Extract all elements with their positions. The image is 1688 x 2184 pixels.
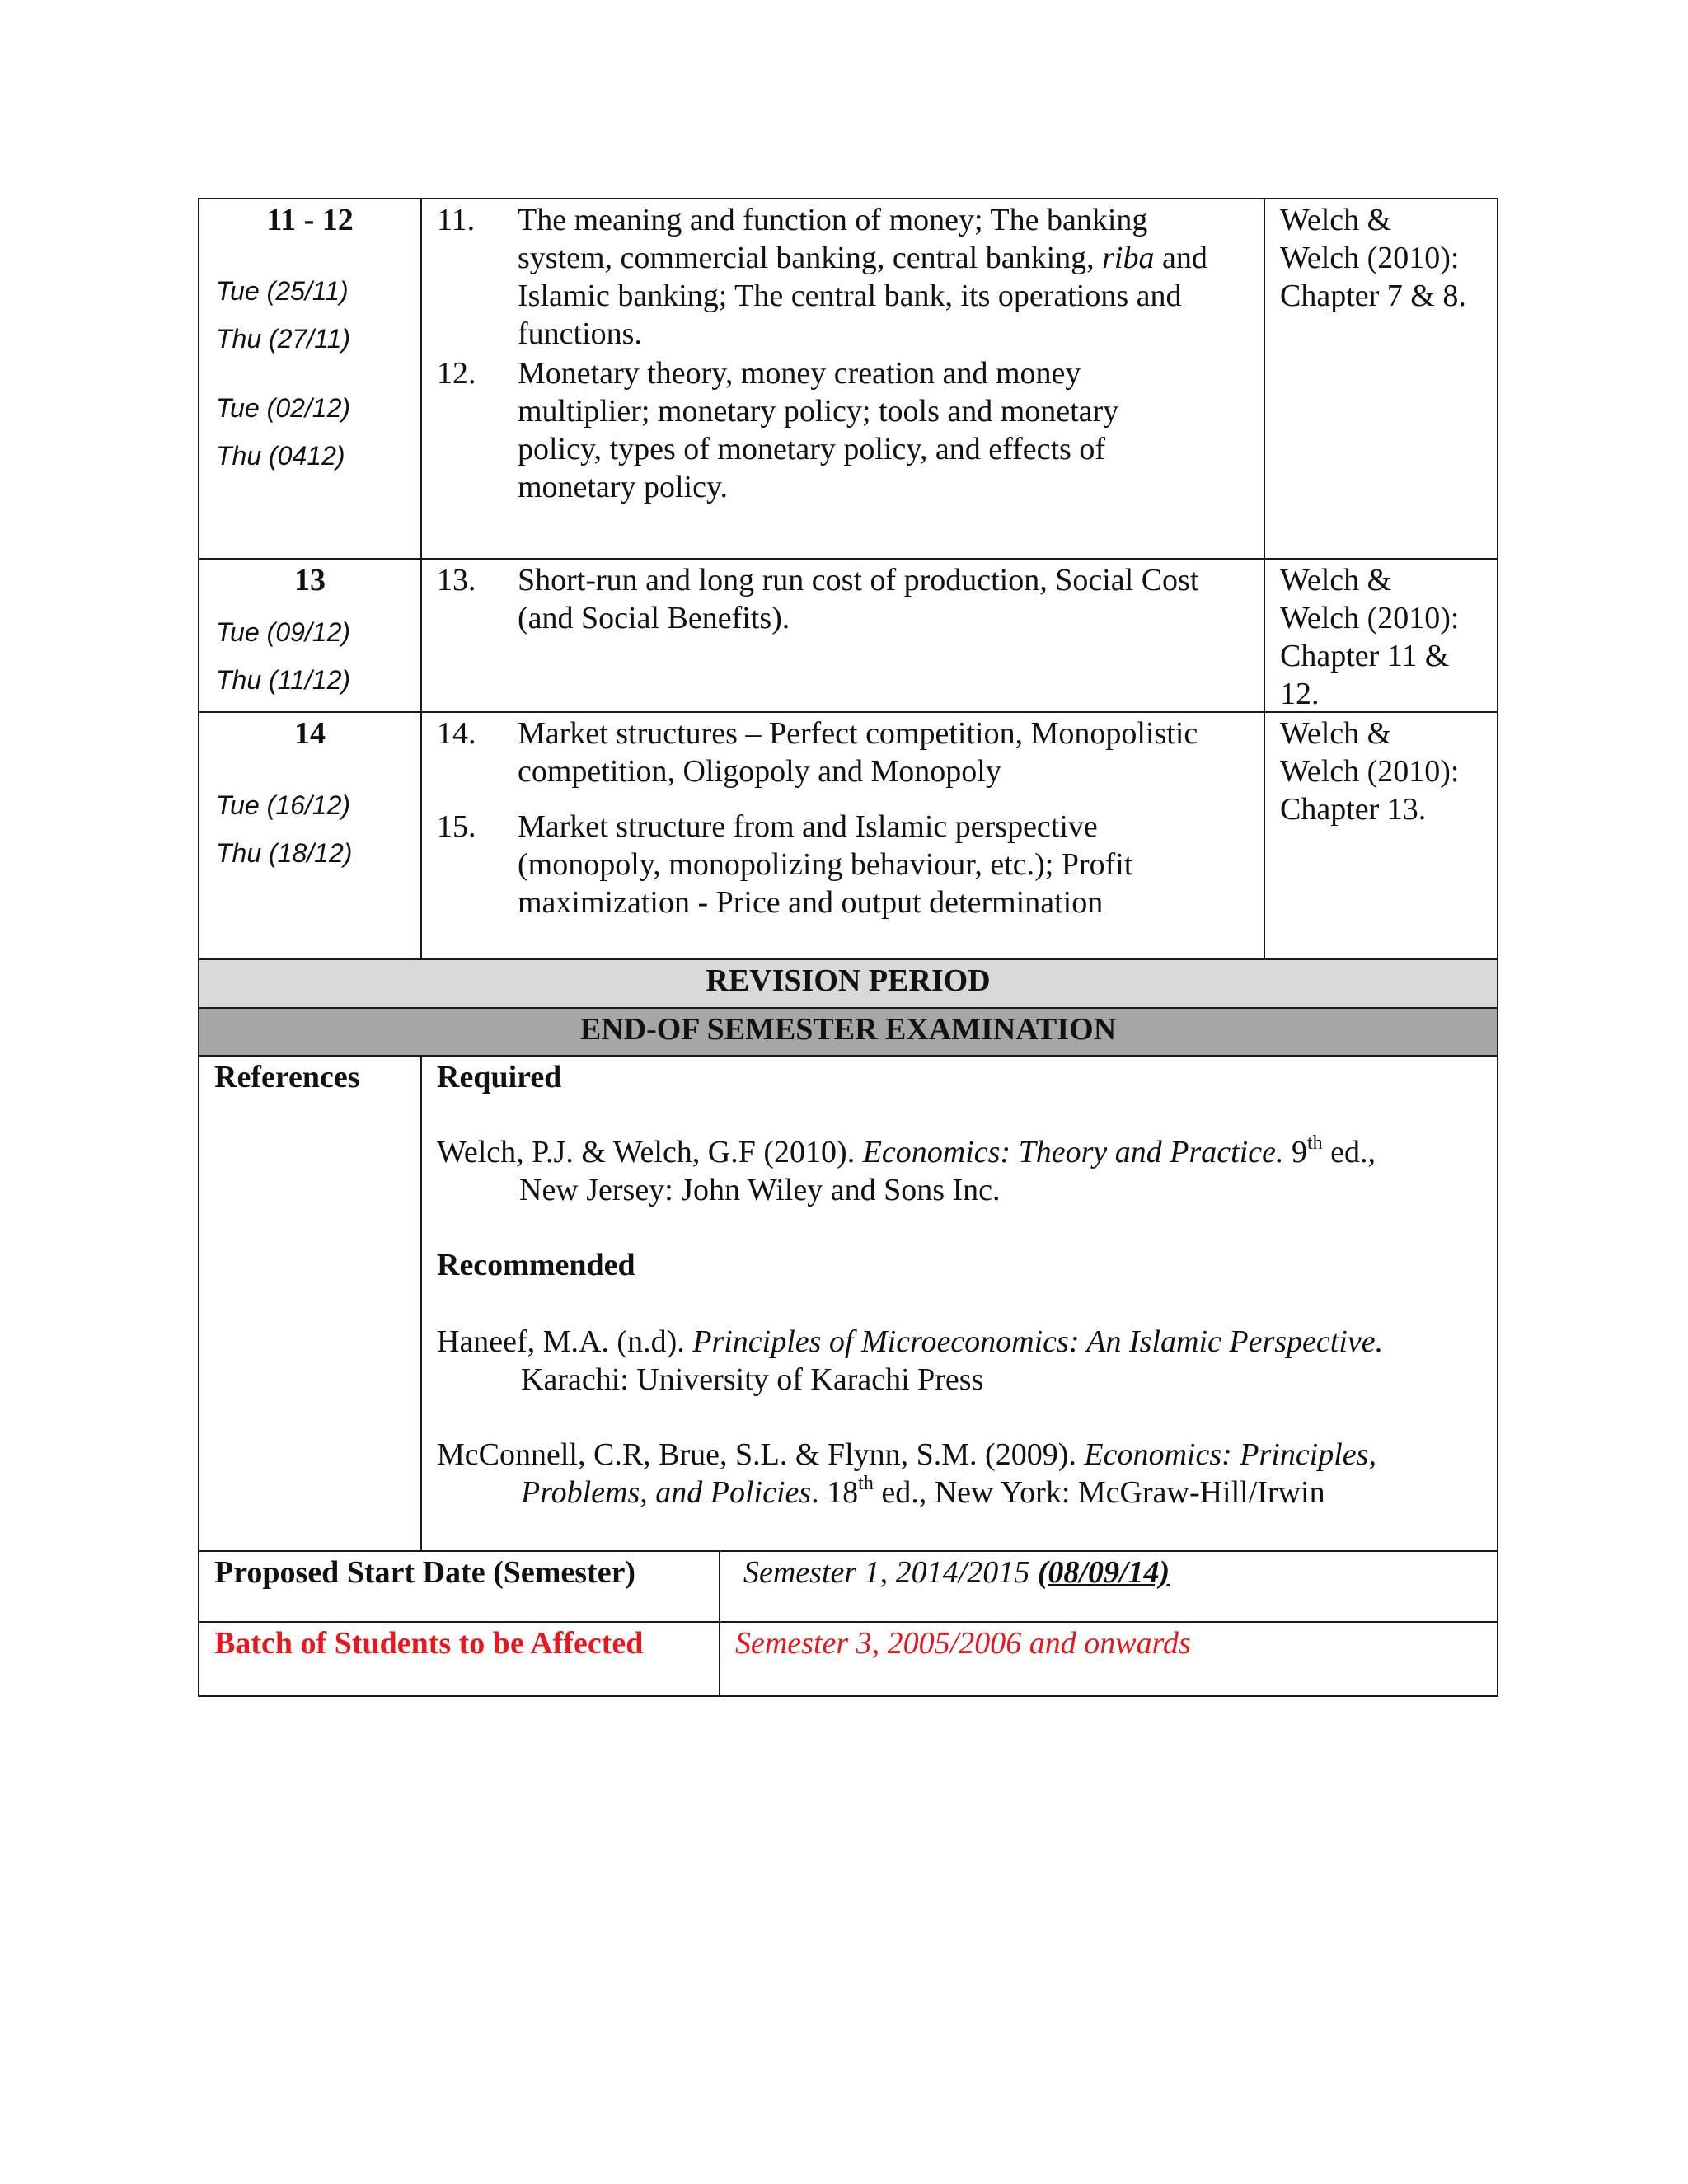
reference-title: Principles of Microeconomics: An Islamic Perspective. bbox=[692, 1324, 1384, 1359]
table-border bbox=[198, 1550, 1498, 1552]
batch-value: Semester 3, 2005/2006 and onwards bbox=[735, 1626, 1191, 1661]
topic-line-text: system, commercial banking, central banking, bbox=[518, 241, 1095, 275]
session-date: Thu (11/12) bbox=[216, 665, 351, 695]
required-heading: Required bbox=[437, 1060, 562, 1094]
table-border bbox=[198, 198, 1498, 199]
topic-number: 11. bbox=[437, 203, 476, 237]
recommended-heading: Recommended bbox=[437, 1248, 635, 1282]
session-date: Tue (16/12) bbox=[216, 790, 351, 820]
reading-line: Welch (2010): bbox=[1280, 601, 1460, 635]
revision-period-heading: REVISION PERIOD bbox=[706, 963, 991, 998]
session-date: Tue (25/11) bbox=[216, 276, 349, 306]
session-date: Tue (09/12) bbox=[216, 617, 351, 647]
table-border bbox=[719, 1550, 720, 1696]
topic-line: The meaning and function of money; The banking bbox=[518, 203, 1148, 237]
reading-line: Chapter 13. bbox=[1280, 792, 1427, 827]
session-date: Thu (27/11) bbox=[216, 324, 351, 354]
topic-line: Market structures – Perfect competition, Monopolistic bbox=[518, 716, 1198, 751]
session-date: Thu (0412) bbox=[216, 441, 345, 471]
week-label: 11 - 12 bbox=[266, 203, 354, 237]
week-label: 14 bbox=[294, 716, 326, 751]
topic-line: Monetary theory, money creation and money bbox=[518, 356, 1081, 391]
reference-authors: Welch, P.J. & Welch, G.F (2010). bbox=[437, 1135, 856, 1169]
exam-heading: END-OF SEMESTER EXAMINATION bbox=[579, 1012, 1117, 1047]
table-border bbox=[420, 198, 422, 959]
table-border bbox=[198, 198, 199, 1697]
topic-line: Islamic banking; The central bank, its operations and bbox=[518, 279, 1182, 313]
session-date: Thu (18/12) bbox=[216, 838, 353, 868]
reference-title: Problems, and Policies bbox=[521, 1475, 812, 1510]
topic-line: maximization - Price and output determination bbox=[518, 885, 1104, 920]
reading-line: Chapter 11 & bbox=[1280, 639, 1450, 673]
reference-entry bbox=[437, 1436, 1376, 1474]
batch-label: Batch of Students to be Affected bbox=[214, 1626, 644, 1661]
week-label: 13 bbox=[294, 563, 326, 598]
proposed-start-label: Proposed Start Date (Semester) bbox=[214, 1555, 636, 1590]
table-border bbox=[1497, 198, 1498, 1697]
reading-line: Welch (2010): bbox=[1280, 754, 1460, 789]
reference-title: Economics: Principles, bbox=[1084, 1437, 1376, 1472]
topic-line: policy, types of monetary policy, and effects of bbox=[518, 432, 1105, 466]
reading-line: Welch (2010): bbox=[1280, 241, 1460, 275]
reading-line: Welch & bbox=[1280, 203, 1392, 237]
topic-line-text: and bbox=[1161, 241, 1207, 275]
reference-entry bbox=[437, 1323, 1383, 1361]
reference-edition: . 18 bbox=[811, 1475, 859, 1510]
reading-line: Welch & bbox=[1280, 716, 1392, 751]
topic-line-italic: riba bbox=[1102, 241, 1155, 275]
reference-edition: 9 bbox=[1291, 1135, 1307, 1169]
topic-line: Market structure from and Islamic perspective bbox=[518, 809, 1098, 844]
reading-line: Welch & bbox=[1280, 563, 1392, 598]
reference-entry-line2: New Jersey: John Wiley and Sons Inc. bbox=[519, 1173, 1001, 1207]
topic-number: 15. bbox=[437, 809, 476, 844]
references-label: References bbox=[214, 1060, 360, 1094]
topic-number: 14. bbox=[437, 716, 476, 751]
reference-entry-line2: Karachi: University of Karachi Press bbox=[521, 1362, 984, 1397]
topic-line bbox=[518, 239, 1207, 277]
table-border bbox=[198, 558, 1498, 560]
topic-line: functions. bbox=[518, 316, 642, 351]
reading-line: Chapter 7 & 8. bbox=[1280, 279, 1466, 313]
table-border bbox=[1264, 198, 1265, 959]
reference-authors: McConnell, C.R, Brue, S.L. & Flynn, S.M. (2009). bbox=[437, 1437, 1076, 1472]
topic-line: monetary policy. bbox=[518, 470, 729, 504]
reference-edition-rest: ed., bbox=[1330, 1135, 1376, 1169]
table-border bbox=[198, 1695, 1498, 1697]
reference-entry-line2 bbox=[521, 1474, 1325, 1511]
topic-number: 13. bbox=[437, 563, 476, 598]
table-border bbox=[198, 958, 1498, 960]
proposed-start-value bbox=[743, 1554, 1170, 1591]
reference-entry bbox=[437, 1133, 1376, 1171]
reference-edition-suffix: th bbox=[1306, 1132, 1323, 1154]
start-date: (08/09/14) bbox=[1037, 1555, 1170, 1590]
semester-text: Semester 1, 2014/2015 bbox=[743, 1555, 1030, 1590]
reading-line: 12. bbox=[1280, 677, 1320, 711]
reference-authors: Haneef, M.A. (n.d). bbox=[437, 1324, 685, 1359]
reference-edition-suffix: th bbox=[858, 1473, 874, 1494]
session-date: Tue (02/12) bbox=[216, 393, 351, 423]
table-border bbox=[198, 1621, 1498, 1623]
topic-line: (and Social Benefits). bbox=[518, 601, 790, 635]
table-border bbox=[198, 1007, 1498, 1009]
reference-title: Economics: Theory and Practice. bbox=[862, 1135, 1284, 1169]
topic-line: competition, Oligopoly and Monopoly bbox=[518, 754, 1001, 789]
topic-number: 12. bbox=[437, 356, 476, 391]
topic-line: Short-run and long run cost of production, Social Cost bbox=[518, 563, 1199, 598]
topic-line: (monopoly, monopolizing behaviour, etc.); Profit bbox=[518, 847, 1133, 882]
topic-line: multiplier; monetary policy; tools and monetary bbox=[518, 394, 1119, 429]
table-border bbox=[198, 1055, 1498, 1057]
table-border bbox=[420, 1055, 422, 1551]
reference-publisher: ed., New York: McGraw-Hill/Irwin bbox=[881, 1475, 1325, 1510]
